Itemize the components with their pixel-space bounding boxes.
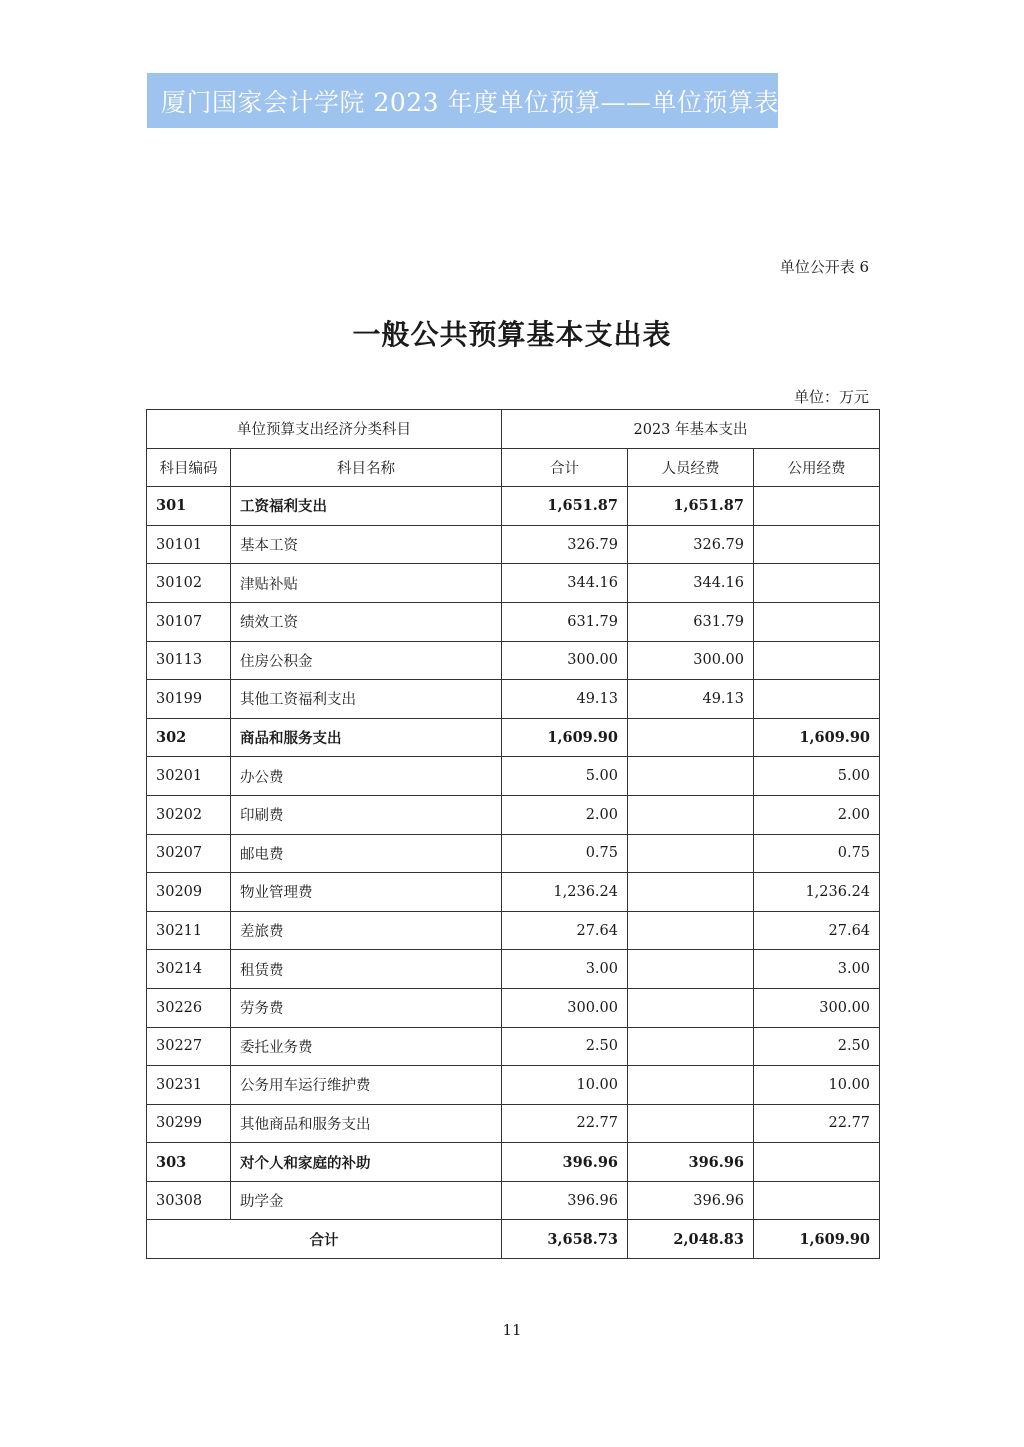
cell-total: 344.16 <box>502 564 628 603</box>
cell-code: 30107 <box>147 602 231 641</box>
unit-label: 单位：万元 <box>793 388 869 406</box>
table-row <box>147 834 880 873</box>
table-row <box>147 1066 880 1105</box>
column-header-code: 科目编码 <box>147 448 231 487</box>
cell-public: 22.77 <box>754 1104 880 1143</box>
cell-total: 631.79 <box>502 602 628 641</box>
cell-code: 30231 <box>147 1066 231 1105</box>
cell-total: 1,609.90 <box>502 718 628 757</box>
cell-total: 5.00 <box>502 757 628 796</box>
cell-personnel <box>628 718 754 757</box>
table-row <box>147 757 880 796</box>
cell-code: 30299 <box>147 1104 231 1143</box>
cell-personnel: 326.79 <box>628 525 754 564</box>
cell-public: 0.75 <box>754 834 880 873</box>
table-row <box>147 988 880 1027</box>
cell-total: 10.00 <box>502 1066 628 1105</box>
cell-name: 委托业务费 <box>231 1027 502 1066</box>
cell-total: 2.00 <box>502 795 628 834</box>
cell-public: 2.50 <box>754 1027 880 1066</box>
cell-personnel: 344.16 <box>628 564 754 603</box>
column-header-row <box>147 448 880 487</box>
cell-personnel: 396.96 <box>628 1181 754 1220</box>
cell-name: 助学金 <box>231 1181 502 1220</box>
table-row <box>147 1143 880 1182</box>
cell-name: 津贴补贴 <box>231 564 502 603</box>
cell-code: 30211 <box>147 911 231 950</box>
table-row <box>147 950 880 989</box>
cell-total: 49.13 <box>502 680 628 719</box>
header-group-right: 2023 年基本支出 <box>502 410 880 449</box>
cell-personnel <box>628 1104 754 1143</box>
cell-total: 396.96 <box>502 1181 628 1220</box>
cell-public: 1,236.24 <box>754 873 880 912</box>
cell-personnel <box>628 1027 754 1066</box>
cell-personnel <box>628 873 754 912</box>
cell-personnel: 1,651.87 <box>628 487 754 526</box>
cell-code: 302 <box>147 718 231 757</box>
banner-title: 厦门国家会计学院 2023 年度单位预算——单位预算表 <box>161 87 780 117</box>
header-group-left: 单位预算支出经济分类科目 <box>147 410 502 449</box>
cell-name: 办公费 <box>231 757 502 796</box>
cell-name: 住房公积金 <box>231 641 502 680</box>
cell-code: 30207 <box>147 834 231 873</box>
cell-code: 30227 <box>147 1027 231 1066</box>
cell-public: 27.64 <box>754 911 880 950</box>
table-row <box>147 718 880 757</box>
cell-name: 其他工资福利支出 <box>231 680 502 719</box>
cell-personnel <box>628 988 754 1027</box>
table-row <box>147 564 880 603</box>
table-row <box>147 487 880 526</box>
cell-total: 326.79 <box>502 525 628 564</box>
cell-name: 劳务费 <box>231 988 502 1027</box>
table-row <box>147 641 880 680</box>
cell-total: 27.64 <box>502 911 628 950</box>
cell-code: 301 <box>147 487 231 526</box>
cell-total: 0.75 <box>502 834 628 873</box>
cell-code: 30113 <box>147 641 231 680</box>
cell-total: 1,651.87 <box>502 487 628 526</box>
cell-public <box>754 525 880 564</box>
cell-personnel <box>628 950 754 989</box>
cell-code: 30201 <box>147 757 231 796</box>
cell-public <box>754 487 880 526</box>
cell-code: 30101 <box>147 525 231 564</box>
cell-code: 303 <box>147 1143 231 1182</box>
cell-name: 基本工资 <box>231 525 502 564</box>
cell-name: 物业管理费 <box>231 873 502 912</box>
cell-public: 5.00 <box>754 757 880 796</box>
cell-personnel <box>628 1066 754 1105</box>
table-row <box>147 1027 880 1066</box>
budget-table <box>146 409 880 1259</box>
column-header-name: 科目名称 <box>231 448 502 487</box>
cell-personnel <box>628 757 754 796</box>
cell-public: 1,609.90 <box>754 718 880 757</box>
cell-code: 30226 <box>147 988 231 1027</box>
cell-name: 印刷费 <box>231 795 502 834</box>
cell-total: 300.00 <box>502 988 628 1027</box>
cell-public <box>754 564 880 603</box>
cell-personnel <box>628 834 754 873</box>
table-row <box>147 1104 880 1143</box>
total-sum: 3,658.73 <box>502 1220 628 1259</box>
table-row <box>147 680 880 719</box>
cell-public: 3.00 <box>754 950 880 989</box>
cell-public: 300.00 <box>754 988 880 1027</box>
cell-name: 公务用车运行维护费 <box>231 1066 502 1105</box>
cell-total: 22.77 <box>502 1104 628 1143</box>
cell-code: 30102 <box>147 564 231 603</box>
cell-name: 差旅费 <box>231 911 502 950</box>
cell-name: 绩效工资 <box>231 602 502 641</box>
column-header-total: 合计 <box>502 448 628 487</box>
cell-total: 300.00 <box>502 641 628 680</box>
cell-name: 邮电费 <box>231 834 502 873</box>
page-title: 一般公共预算基本支出表 <box>352 318 672 351</box>
cell-public <box>754 680 880 719</box>
table-row <box>147 911 880 950</box>
cell-personnel <box>628 795 754 834</box>
page-number: 11 <box>502 1321 522 1339</box>
cell-code: 30209 <box>147 873 231 912</box>
total-personnel: 2,048.83 <box>628 1220 754 1259</box>
cell-name: 商品和服务支出 <box>231 718 502 757</box>
cell-personnel: 396.96 <box>628 1143 754 1182</box>
cell-public <box>754 641 880 680</box>
cell-personnel: 300.00 <box>628 641 754 680</box>
cell-total: 3.00 <box>502 950 628 989</box>
cell-total: 396.96 <box>502 1143 628 1182</box>
cell-total: 1,236.24 <box>502 873 628 912</box>
table-row <box>147 1181 880 1220</box>
cell-public <box>754 1181 880 1220</box>
column-header-public: 公用经费 <box>754 448 880 487</box>
table-row <box>147 525 880 564</box>
cell-public <box>754 1143 880 1182</box>
cell-name: 工资福利支出 <box>231 487 502 526</box>
table-row <box>147 602 880 641</box>
table-row <box>147 873 880 912</box>
cell-name: 对个人和家庭的补助 <box>231 1143 502 1182</box>
cell-public: 2.00 <box>754 795 880 834</box>
cell-code: 30199 <box>147 680 231 719</box>
table-row <box>147 795 880 834</box>
cell-code: 30214 <box>147 950 231 989</box>
cell-public <box>754 602 880 641</box>
column-header-personnel: 人员经费 <box>628 448 754 487</box>
cell-personnel: 631.79 <box>628 602 754 641</box>
cell-total: 2.50 <box>502 1027 628 1066</box>
total-label: 合计 <box>147 1220 502 1259</box>
header-group-row <box>147 410 880 449</box>
title-banner <box>147 73 778 128</box>
total-row <box>147 1220 880 1259</box>
table-number: 单位公开表 6 <box>779 258 869 276</box>
total-public: 1,609.90 <box>754 1220 880 1259</box>
cell-code: 30202 <box>147 795 231 834</box>
cell-name: 租赁费 <box>231 950 502 989</box>
cell-name: 其他商品和服务支出 <box>231 1104 502 1143</box>
cell-public: 10.00 <box>754 1066 880 1105</box>
cell-code: 30308 <box>147 1181 231 1220</box>
cell-personnel <box>628 911 754 950</box>
cell-personnel: 49.13 <box>628 680 754 719</box>
budget-table-body <box>147 410 880 1259</box>
